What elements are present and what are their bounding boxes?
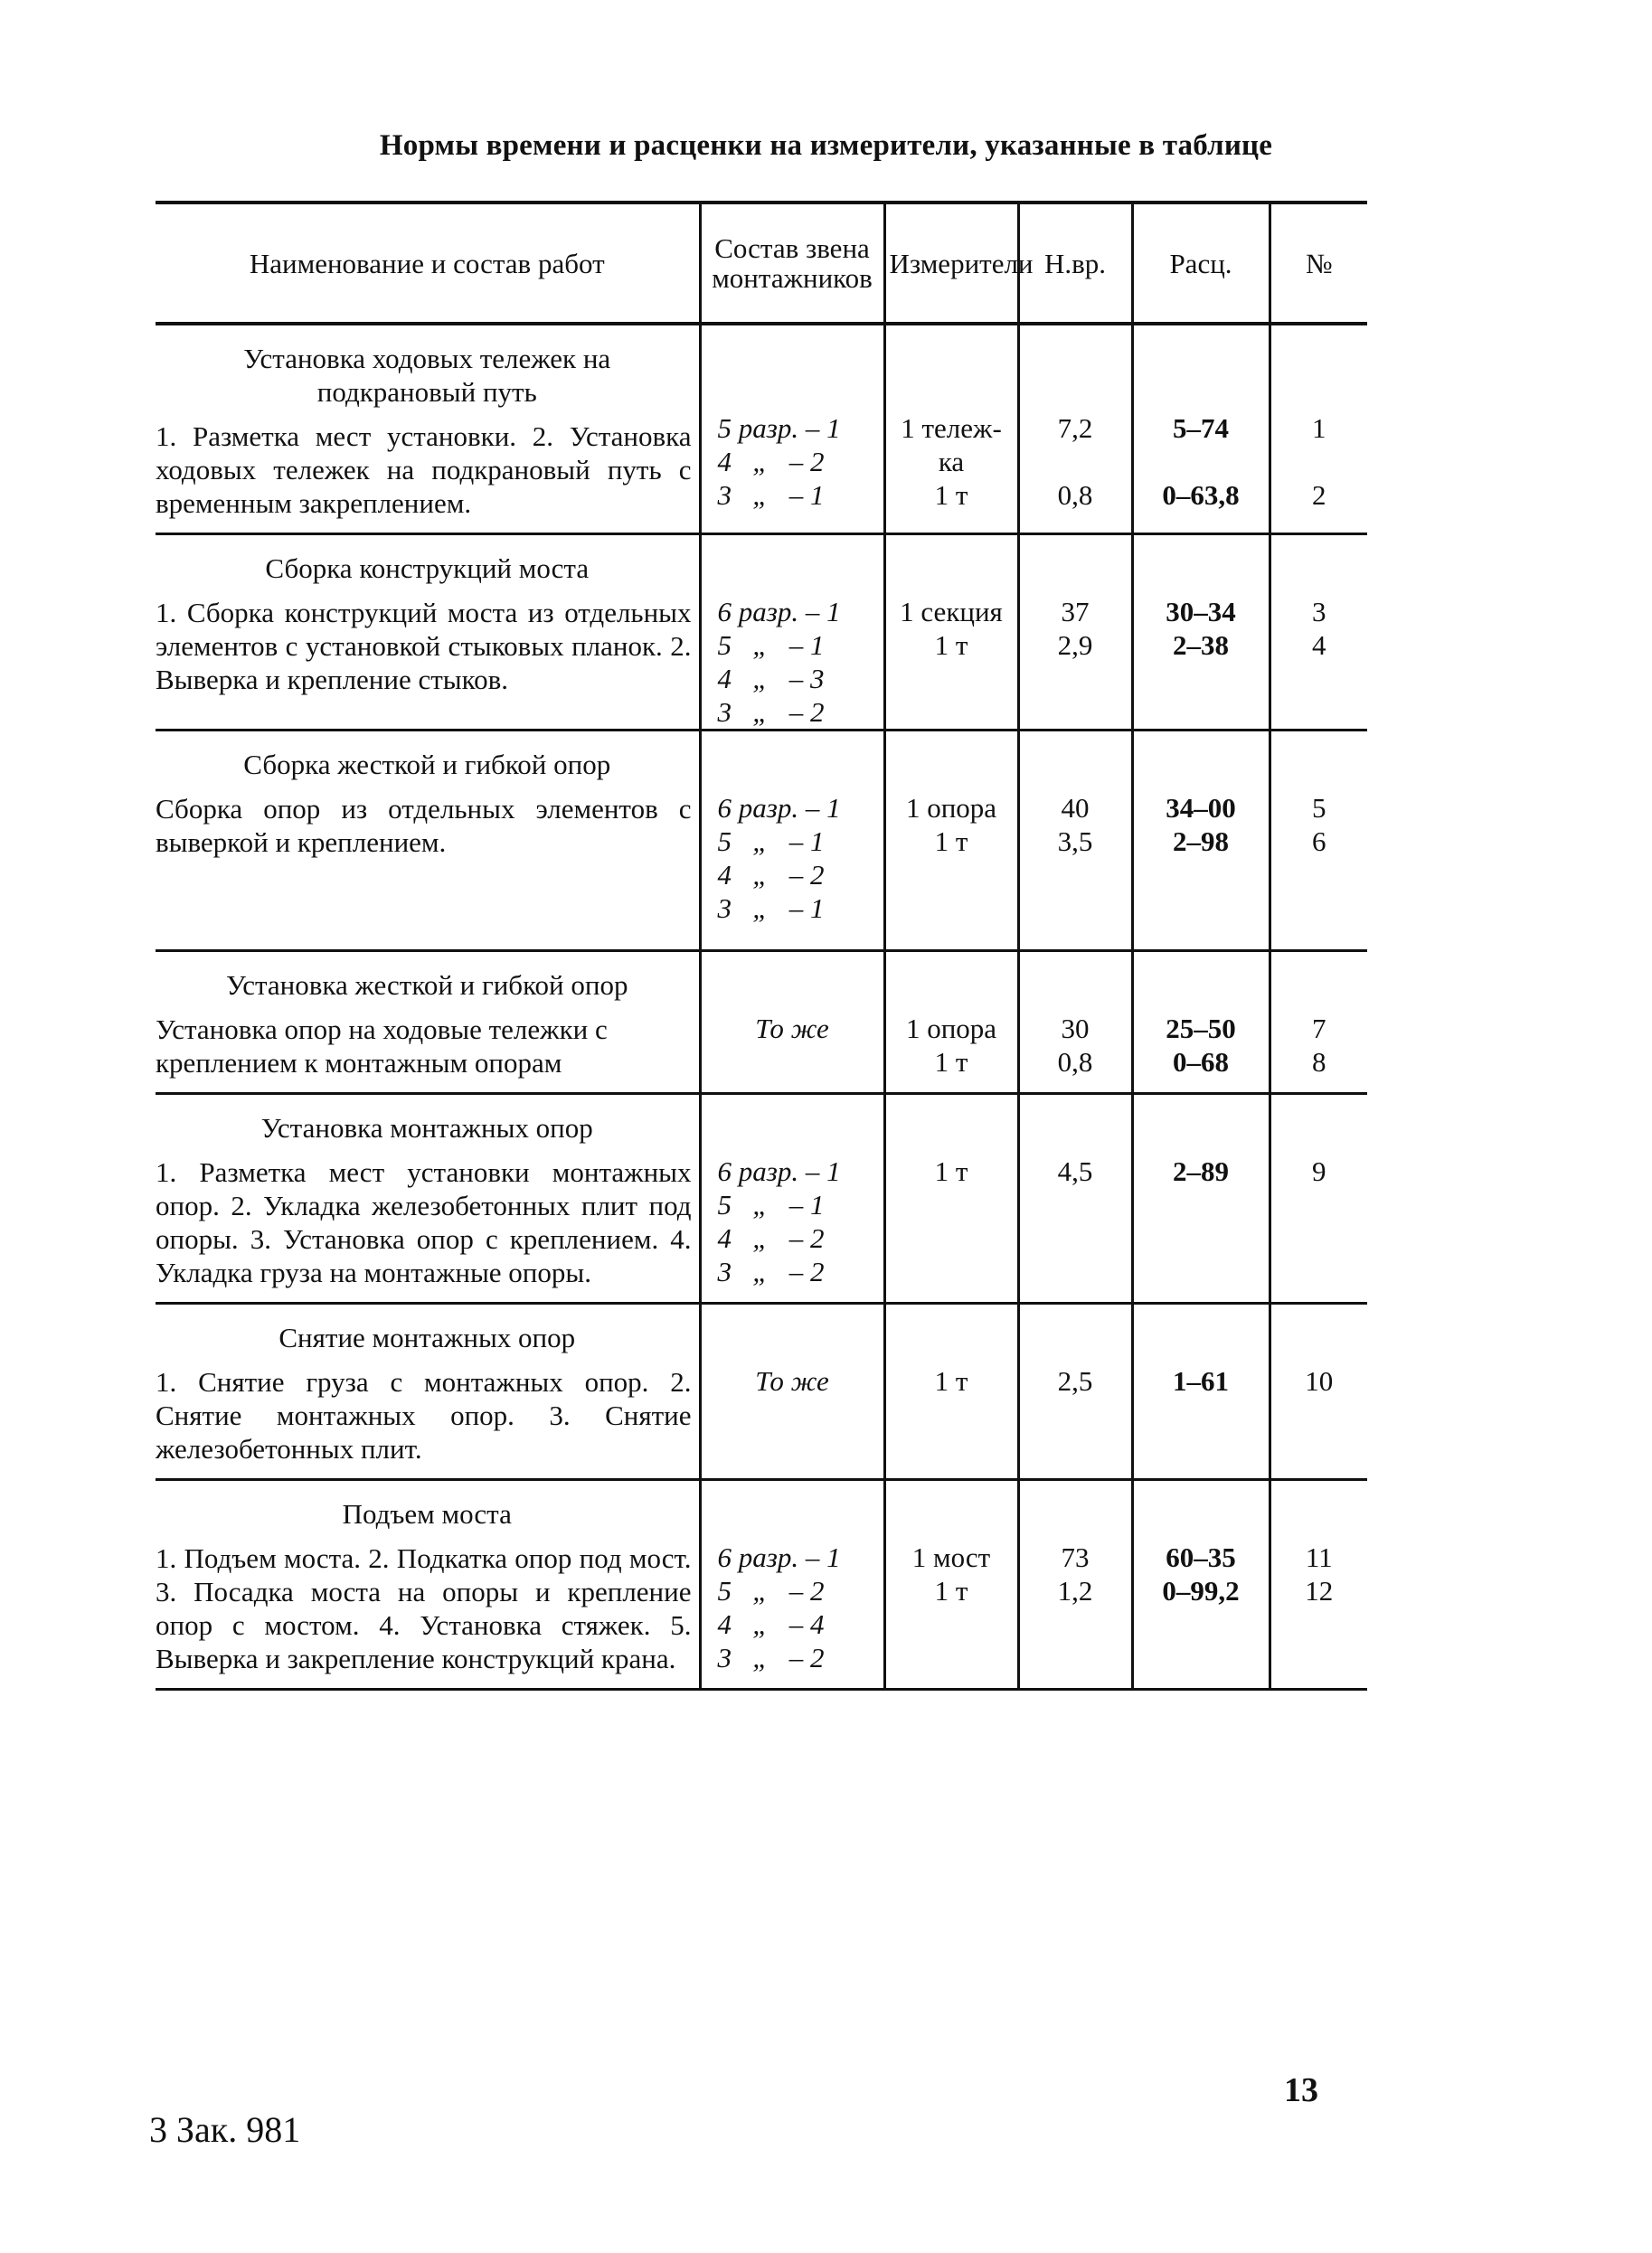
number-cell: 1 2 (1270, 324, 1367, 534)
table-row (156, 951, 1367, 1094)
crew-cell: То же (700, 1304, 884, 1480)
header-rate: Расц. (1132, 203, 1270, 324)
time-cell: 2,5 (1018, 1304, 1132, 1480)
table-row (156, 1094, 1367, 1304)
work-cell (156, 534, 700, 731)
unit-cell: 1 секция 1 т (884, 534, 1018, 731)
work-cell (156, 951, 700, 1094)
time-cell: 30 0,8 (1018, 951, 1132, 1094)
table-row (156, 324, 1367, 534)
section-description: Сборка опор из отдельных элементов с выверкой и креплением. (156, 793, 692, 858)
section-description: 1. Снятие груза с монтажных опор. 2. Снятие монтажных опор. 3. Снятие железобетонных плит. (156, 1366, 692, 1465)
number-cell: 3 4 (1270, 534, 1367, 731)
unit-cell: 1 опора 1 т (884, 731, 1018, 951)
section-description: 1. Подъем моста. 2. Подкатка опор под мост. 3. Посадка моста на опоры и крепление опор с мостом. 4. Установка стяжек. 5. Выверка и закрепление конструкций крана. (156, 1542, 692, 1674)
section-title: Подъем моста (342, 1498, 512, 1530)
section-description: 1. Разметка мест установки. 2. Установка ходовых тележек на подкрановый путь с временным закреплением. (156, 420, 692, 519)
header-num: № (1270, 203, 1367, 324)
header-unit: Измерители (884, 203, 1018, 324)
unit-cell: 1 тележ- ка 1 т (884, 324, 1018, 534)
rate-cell: 2–89 (1132, 1094, 1270, 1304)
section-title: Установка монтажных опор (260, 1112, 593, 1144)
rate-cell: 30–34 2–38 (1132, 534, 1270, 731)
rate-cell: 60–35 0–99,2 (1132, 1480, 1270, 1690)
page-title: Нормы времени и расценки на измерители, указанные в таблице (379, 129, 1273, 162)
unit-cell: 1 мост 1 т (884, 1480, 1018, 1690)
unit-cell: 1 опора 1 т (884, 951, 1018, 1094)
work-cell (156, 1480, 700, 1690)
time-cell: 40 3,5 (1018, 731, 1132, 951)
unit-cell: 1 т (884, 1094, 1018, 1304)
crew-cell: 6 разр. – 1 5 „ – 1 4 „ – 2 3 „ – 1 (700, 731, 884, 951)
number-cell: 7 8 (1270, 951, 1367, 1094)
time-cell: 7,2 0,8 (1018, 324, 1132, 534)
crew-cell: 5 разр. – 1 4 „ – 2 3 „ – 1 (700, 324, 884, 534)
section-description: 1. Разметка мест установки монтажных опор. 2. Укладка железобетонных плит под опоры. 3. Установка опор с креплением. 4. Укладка груза на монтажные опоры. (156, 1156, 692, 1288)
section-title: Снятие монтажных опор (278, 1322, 576, 1353)
page-number: 13 (1284, 2071, 1318, 2109)
number-cell: 9 (1270, 1094, 1367, 1304)
number-cell: 11 12 (1270, 1480, 1367, 1690)
table-row (156, 731, 1367, 951)
rate-cell: 5–74 0–63,8 (1132, 324, 1270, 534)
rate-cell: 34–00 2–98 (1132, 731, 1270, 951)
order-mark: 3 Зак. 981 (149, 2109, 301, 2150)
work-cell (156, 1094, 700, 1304)
table-row (156, 534, 1367, 731)
crew-cell: 6 разр. – 1 5 „ – 1 4 „ – 2 3 „ – 2 (700, 1094, 884, 1304)
work-cell (156, 324, 700, 534)
section-title: Сборка жесткой и гибкой опор (243, 749, 611, 780)
time-cell: 4,5 (1018, 1094, 1132, 1304)
table-row (156, 1480, 1367, 1690)
header-name: Наименование и состав работ (156, 203, 700, 324)
number-cell: 5 6 (1270, 731, 1367, 951)
header-row (156, 203, 1367, 324)
rate-cell: 1–61 (1132, 1304, 1270, 1480)
number-cell: 10 (1270, 1304, 1367, 1480)
norms-table (156, 201, 1367, 1691)
work-cell (156, 731, 700, 951)
unit-cell: 1 т (884, 1304, 1018, 1480)
section-title: Установка жесткой и гибкой опор (225, 969, 628, 1001)
time-cell: 37 2,9 (1018, 534, 1132, 731)
section-title: Установка ходовых тележек на подкрановый путь (243, 343, 611, 408)
table-row (156, 1304, 1367, 1480)
work-cell (156, 1304, 700, 1480)
crew-cell: 6 разр. – 1 5 „ – 1 4 „ – 3 3 „ – 2 (700, 534, 884, 731)
crew-cell: 6 разр. – 1 5 „ – 2 4 „ – 4 3 „ – 2 (700, 1480, 884, 1690)
time-cell: 73 1,2 (1018, 1480, 1132, 1690)
section-title: Сборка конструкций моста (265, 552, 590, 584)
section-description: 1. Сборка конструкций моста из отдельных элементов с установкой стыковых планок. 2. Выверка и крепление стыков. (156, 597, 692, 695)
section-description: Установка опор на ходовые тележки с креплением к монтажным опорам (156, 1013, 608, 1079)
rate-cell: 25–50 0–68 (1132, 951, 1270, 1094)
header-crew: Состав звена монтажников (700, 203, 884, 324)
crew-cell: То же (700, 951, 884, 1094)
header-time: Н.вр. (1018, 203, 1132, 324)
